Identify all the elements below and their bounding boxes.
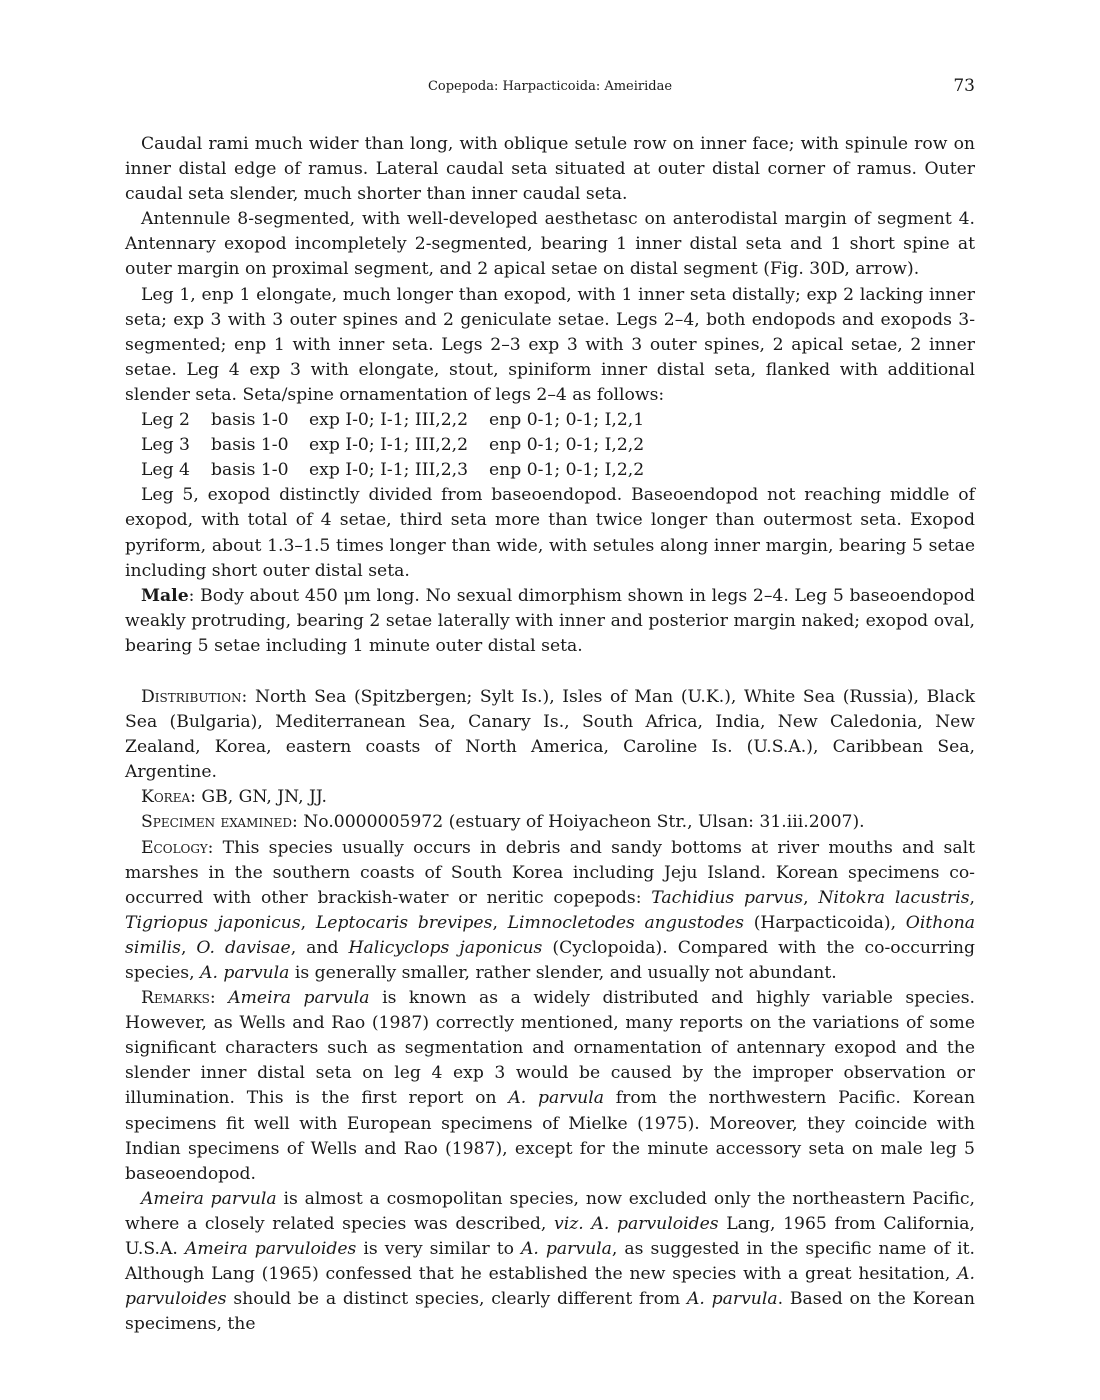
table-row (125, 408, 975, 433)
leg-ornamentation-table (125, 408, 975, 483)
text-run: is generally smaller, rather slender, and usually not abundant. (289, 963, 837, 983)
specimen-text: : No.0000005972 (estuary of Hoiyacheon Str., Ulsan: 31.iii.2007). (292, 812, 865, 833)
species-name: A. parvuloides (125, 1264, 975, 1310)
enp-cell: enp 0-1; 0-1; I,2,2 (489, 460, 645, 481)
species-name: Limnocletodes angustodes (507, 912, 744, 933)
text-run: : (209, 988, 229, 1009)
species-name: Ameira parvula (228, 988, 370, 1009)
section-gap (125, 659, 975, 685)
korea-label: Korea (141, 787, 191, 808)
text-run: (Harpacticoida), (744, 912, 906, 933)
text-run: , as suggested in the specific name of it. Although Lang (1965) confessed that he established the new species with a great hesitation, (125, 1239, 975, 1285)
species-name: A. parvula (508, 1088, 604, 1109)
exp-cell: exp I-0; I-1; III,2,2 (309, 435, 469, 456)
distribution-text: : North Sea (Spitzbergen; Sylt Is.), Isles of Man (U.K.), White Sea (Russia), Black Sea (Bulgaria), Mediterranean Sea, Canary Is., South Africa, India, New Caledonia, New Zealand, Korea, eastern coasts of North America, Caroline Is. (U.S.A.), Caribbean Sea, Argentine. (125, 686, 975, 783)
species-name: Ameira parvuloides (184, 1239, 357, 1260)
species-name: A. parvula (687, 1289, 778, 1310)
species-name: O. davisae (196, 937, 291, 958)
male-text: : Body about 450 μm long. No sexual dimorphism shown in legs 2–4. Leg 5 baseoendopod weakly protruding, bearing 2 setae laterally with inner and posterior margin naked; exopod oval, bearing 5 setae including 1 minute outer distal seta. (125, 585, 975, 656)
ecology-label: Ecology (141, 837, 208, 858)
text-run: is almost a cosmopolitan species, now excluded only the northeastern Pacific, where a closely related species was described, (125, 1188, 976, 1234)
paragraph-specimen (125, 810, 975, 835)
basis-cell: basis 1-0 (211, 435, 289, 456)
species-name: Ameira parvula (141, 1188, 277, 1209)
male-label: Male (141, 585, 189, 606)
paragraph-korea (125, 785, 975, 810)
species-name: viz. A. parvuloides (554, 1213, 719, 1234)
leg-cell: Leg 3 (141, 435, 190, 456)
species-name: Leptocaris brevipes (315, 912, 493, 933)
species-name: Tigriopus japonicus (125, 912, 301, 933)
leg-cell: Leg 4 (141, 460, 190, 481)
species-name: A. parvula (521, 1239, 612, 1260)
text-run: : This species usually occurs in debris and sandy bottoms at river mouths and salt marshes in the southern coasts of South Korea including Jeju Island. Korean specimens co-occurred with other brackish-water or neritic copepods: (125, 837, 975, 908)
species-name: Halicyclops japonicus (348, 937, 543, 958)
text-run: , (300, 912, 316, 933)
text-run: from the northwestern Pacific. Korean specimens fit well with European specimens of Mielke (1975). Moreover, they coincide with Indian specimens of Wells and Rao (1987), except for the minute accessory seta on male leg 5 baseoendopod. (125, 1088, 976, 1184)
enp-cell: enp 0-1; 0-1; I,2,1 (489, 410, 645, 431)
page-header (125, 76, 975, 98)
paragraph-antennule: Antennule 8-segmented, with well-developed aesthetasc on anterodistal margin of segment 4. Antennary exopod incompletely 2-segmented, bearing 1 inner distal seta and 1 short spine at outer margin on proximal segment, and 2 apical setae on distal segment (Fig. 30D, arrow). (125, 209, 975, 280)
paragraph-ecology (125, 836, 975, 987)
paragraph-remarks (125, 986, 975, 1187)
text-run: , (803, 887, 819, 908)
remarks-label: Remarks (141, 988, 210, 1009)
exp-cell: exp I-0; I-1; III,2,3 (309, 460, 469, 481)
table-row (125, 433, 975, 458)
table-row (125, 458, 975, 483)
species-name: A. parvula (200, 963, 290, 983)
paragraph-male (125, 584, 975, 659)
exp-cell: exp I-0; I-1; III,2,2 (309, 410, 469, 431)
basis-cell: basis 1-0 (211, 460, 289, 481)
text-run: Lang, 1965 from California, U.S.A. (125, 1213, 976, 1260)
specimen-label: Specimen examined (141, 812, 292, 833)
korea-text: : GB, GN, JN, JJ. (190, 787, 327, 808)
main-text (125, 132, 975, 1337)
species-name: Oithona similis (125, 912, 976, 958)
species-name: Tachidius parvus (651, 887, 804, 908)
enp-cell: enp 0-1; 0-1; I,2,2 (489, 435, 645, 456)
paragraph-cosmopolitan (125, 1187, 975, 1338)
distribution-label: Distribution (141, 686, 242, 707)
text-run: . Based on the Korean specimens, the (125, 1289, 975, 1335)
paragraph-distribution (125, 685, 975, 785)
text-run: , (969, 887, 975, 908)
text-run: (Cyclopoida). Compared with the co-occurring species, (125, 937, 975, 983)
running-title: Copepoda: Harpacticoida: Ameiridae (427, 79, 673, 94)
paragraph-legs: Leg 1, enp 1 elongate, much longer than exopod, with 1 inner seta distally; exp 2 lacking inner seta; exp 3 with 3 outer spines and 2 geniculate setae. Legs 2–4, both endopods and exopods 3-segmented; enp 1 with inner seta. Legs 2–3 exp 3 with 3 outer spines, 2 apical setae, 2 inner setae. Leg 4 exp 3 with elongate, stout, spiniform inner distal seta, flanked with additional slender seta. Seta/spine ornamentation of legs 2–4 as follows: (125, 284, 975, 405)
leg-cell: Leg 2 (141, 410, 190, 431)
paragraph-caudal-rami: Caudal rami much wider than long, with oblique setule row on inner face; with spinule row on inner distal edge of ramus. Lateral caudal seta situated at outer distal corner of ramus. Outer caudal seta slender, much shorter than inner caudal seta. (125, 134, 975, 205)
text-run: should be a distinct species, clearly different from (226, 1289, 687, 1310)
text-run: , and (290, 937, 349, 958)
basis-cell: basis 1-0 (211, 410, 289, 431)
text-run: is very similar to (356, 1239, 522, 1260)
paragraph-leg5: Leg 5, exopod distinctly divided from baseoendopod. Baseoendopod not reaching middle of exopod, with total of 4 setae, third seta more than twice longer than outermost seta. Exopod pyriform, about 1.3–1.5 times longer than wide, with setules along inner margin, bearing 5 setae including short outer distal seta. (125, 485, 975, 581)
text-run: , (492, 912, 508, 933)
species-name: Nitokra lacustris (818, 887, 970, 908)
text-run: is known as a widely distributed and highly variable species. However, as Wells and Rao (1987) correctly mentioned, many reports on the variations of some significant characters such as segmentation and ornamentation of antennary exopod and the slender inner distal seta on leg 4 exp 3 would be caused by the improper observation or illumination. This is the first report on (125, 988, 975, 1109)
page-number: 73 (953, 76, 975, 96)
text-run: , (180, 937, 197, 958)
